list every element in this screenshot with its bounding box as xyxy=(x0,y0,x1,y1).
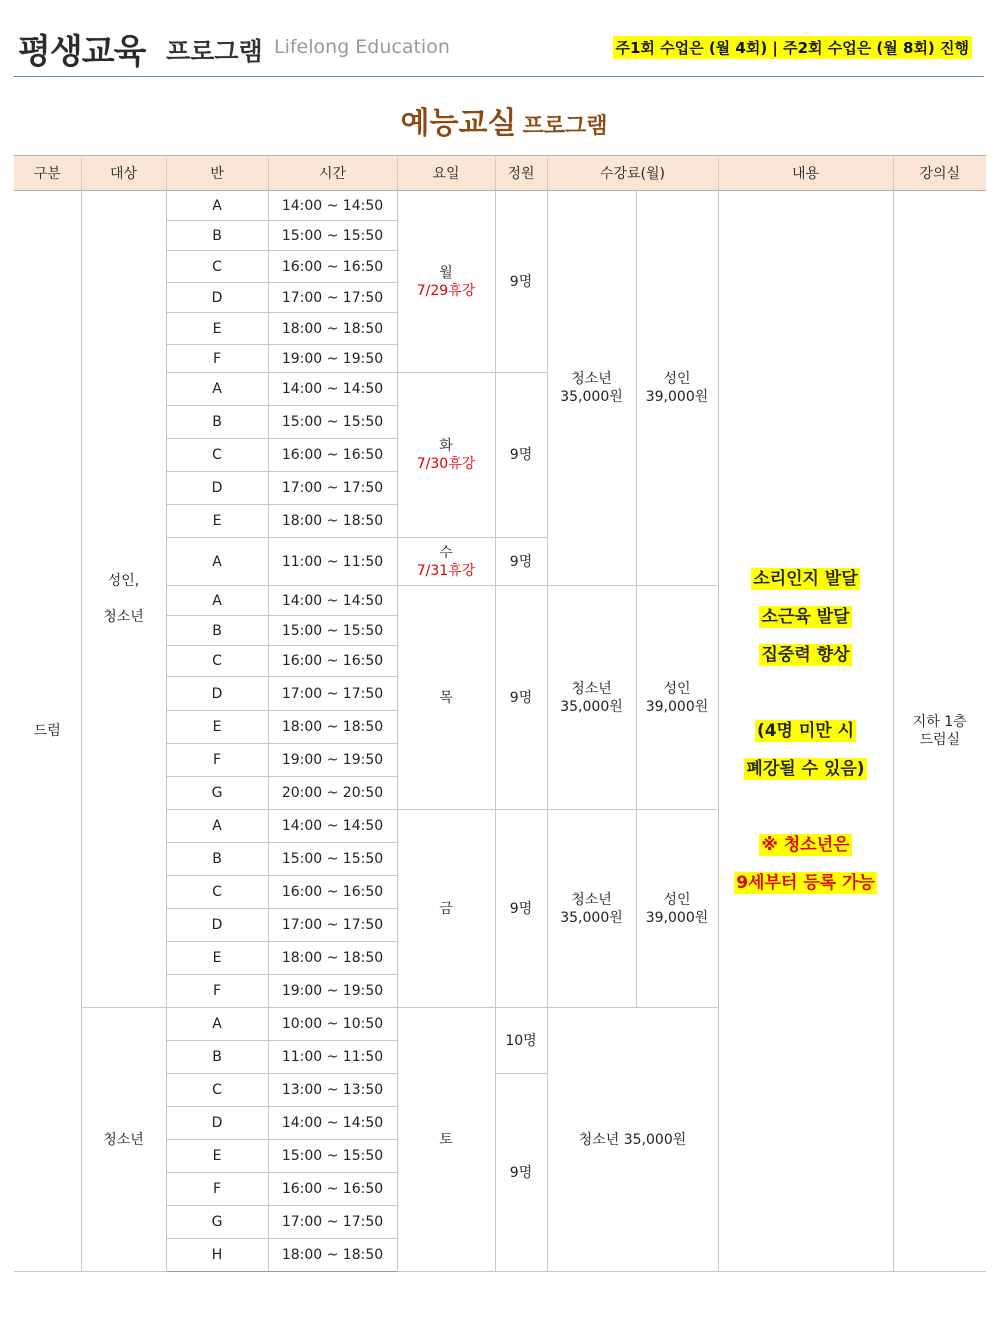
session-note: 주1회 수업은 (월 4회) | 주2회 수업은 (월 8회) 진행 xyxy=(613,36,973,59)
program-title-main: 예능교실 xyxy=(400,106,517,141)
time-cell: 15:00 ~ 15:50 xyxy=(268,1140,397,1173)
time-cell: 14:00 ~ 14:50 xyxy=(268,191,397,221)
target-cell-youth: 청소년 xyxy=(81,1008,166,1272)
class-cell: E xyxy=(166,711,268,744)
class-cell: B xyxy=(166,406,268,439)
class-cell: B xyxy=(166,221,268,251)
class-cell: G xyxy=(166,777,268,810)
day-cell-thu: 목 xyxy=(397,586,495,810)
header-english-title: Lifelong Education xyxy=(274,36,450,58)
target-cell-adult-youth: 성인, 청소년 xyxy=(81,191,166,1008)
time-cell: 17:00 ~ 17:50 xyxy=(268,1206,397,1239)
class-cell: A xyxy=(166,373,268,406)
capacity-cell: 9명 xyxy=(495,810,547,1008)
header-title: 평생교육 xyxy=(18,32,146,72)
holiday-label: 7/30휴강 xyxy=(416,456,476,472)
time-cell: 14:00 ~ 14:50 xyxy=(268,810,397,843)
time-cell: 11:00 ~ 11:50 xyxy=(268,538,397,586)
time-cell: 19:00 ~ 19:50 xyxy=(268,744,397,777)
header-capacity: 정원 xyxy=(495,156,547,191)
class-cell: C xyxy=(166,876,268,909)
time-cell: 15:00 ~ 15:50 xyxy=(268,616,397,646)
header-subtitle: 프로그램 xyxy=(166,37,263,66)
class-cell: D xyxy=(166,909,268,942)
time-cell: 18:00 ~ 18:50 xyxy=(268,1239,397,1272)
class-cell: D xyxy=(166,677,268,711)
time-cell: 10:00 ~ 10:50 xyxy=(268,1008,397,1041)
class-cell: B xyxy=(166,843,268,876)
time-cell: 19:00 ~ 19:50 xyxy=(268,975,397,1008)
time-cell: 18:00 ~ 18:50 xyxy=(268,505,397,538)
day-cell-fri: 금 xyxy=(397,810,495,1008)
class-cell: C xyxy=(166,251,268,283)
fee-adult-cell: 성인 39,000원 xyxy=(636,810,718,1008)
header-fee: 수강료(월) xyxy=(547,156,718,191)
header-category: 구분 xyxy=(14,156,81,191)
table-header-row xyxy=(14,156,986,191)
day-cell-sat: 토 xyxy=(397,1008,495,1272)
table-row xyxy=(14,191,986,221)
class-cell: E xyxy=(166,942,268,975)
time-cell: 19:00 ~ 19:50 xyxy=(268,345,397,373)
capacity-cell: 9명 xyxy=(495,538,547,586)
day-cell-tue: 화 7/30휴강 xyxy=(397,373,495,538)
time-cell: 14:00 ~ 14:50 xyxy=(268,1107,397,1140)
fee-adult-cell: 성인 39,000원 xyxy=(636,586,718,810)
day-cell-wed: 수 7/31휴강 xyxy=(397,538,495,586)
class-cell: E xyxy=(166,313,268,345)
class-cell: D xyxy=(166,283,268,313)
schedule-table xyxy=(14,155,986,1272)
class-cell: E xyxy=(166,1140,268,1173)
class-cell: B xyxy=(166,1041,268,1074)
class-cell: G xyxy=(166,1206,268,1239)
day-cell-mon: 월 7/29휴강 xyxy=(397,191,495,373)
time-cell: 16:00 ~ 16:50 xyxy=(268,876,397,909)
fee-youth-cell: 청소년 35,000원 xyxy=(547,191,636,586)
header-day: 요일 xyxy=(397,156,495,191)
time-cell: 15:00 ~ 15:50 xyxy=(268,221,397,251)
holiday-label: 7/31휴강 xyxy=(416,562,476,579)
room-cell: 지하 1층 드럼실 xyxy=(893,191,986,1272)
class-cell: F xyxy=(166,744,268,777)
class-cell: A xyxy=(166,191,268,221)
class-cell: A xyxy=(166,586,268,616)
time-cell: 15:00 ~ 15:50 xyxy=(268,406,397,439)
age-notice: ※ 청소년은 xyxy=(761,835,850,855)
time-cell: 17:00 ~ 17:50 xyxy=(268,283,397,313)
time-cell: 18:00 ~ 18:50 xyxy=(268,313,397,345)
time-cell: 16:00 ~ 16:50 xyxy=(268,1173,397,1206)
fee-adult-cell: 성인 39,000원 xyxy=(636,191,718,586)
fee-youth-cell: 청소년 35,000원 xyxy=(547,810,636,1008)
program-title xyxy=(0,98,1008,142)
capacity-cell: 9명 xyxy=(495,586,547,810)
capacity-cell: 9명 xyxy=(495,1074,547,1272)
time-cell: 11:00 ~ 11:50 xyxy=(268,1041,397,1074)
time-cell: 16:00 ~ 16:50 xyxy=(268,439,397,472)
header-time: 시간 xyxy=(268,156,397,191)
class-cell: C xyxy=(166,439,268,472)
time-cell: 14:00 ~ 14:50 xyxy=(268,586,397,616)
category-cell: 드럼 xyxy=(14,191,81,1272)
time-cell: 14:00 ~ 14:50 xyxy=(268,373,397,406)
time-cell: 16:00 ~ 16:50 xyxy=(268,646,397,677)
class-cell: F xyxy=(166,345,268,373)
class-cell: C xyxy=(166,646,268,677)
class-cell: D xyxy=(166,472,268,505)
fee-youth-cell: 청소년 35,000원 xyxy=(547,586,636,810)
time-cell: 13:00 ~ 13:50 xyxy=(268,1074,397,1107)
class-cell: E xyxy=(166,505,268,538)
holiday-label: 7/29휴강 xyxy=(416,282,476,299)
class-cell: B xyxy=(166,616,268,646)
program-title-sub: 프로그램 xyxy=(522,114,608,139)
header-room: 강의실 xyxy=(893,156,986,191)
capacity-cell: 10명 xyxy=(495,1008,547,1074)
class-cell: A xyxy=(166,538,268,586)
time-cell: 15:00 ~ 15:50 xyxy=(268,843,397,876)
fee-youth-sat-cell: 청소년 35,000원 xyxy=(547,1008,718,1272)
time-cell: 17:00 ~ 17:50 xyxy=(268,472,397,505)
header-class: 반 xyxy=(166,156,268,191)
header-content: 내용 xyxy=(718,156,893,191)
time-cell: 18:00 ~ 18:50 xyxy=(268,942,397,975)
class-cell: D xyxy=(166,1107,268,1140)
capacity-cell: 9명 xyxy=(495,191,547,373)
class-cell: F xyxy=(166,1173,268,1206)
time-cell: 18:00 ~ 18:50 xyxy=(268,711,397,744)
page-header xyxy=(14,14,984,77)
header-target: 대상 xyxy=(81,156,166,191)
time-cell: 17:00 ~ 17:50 xyxy=(268,909,397,942)
class-cell: F xyxy=(166,975,268,1008)
time-cell: 20:00 ~ 20:50 xyxy=(268,777,397,810)
content-cell: 소리인지 발달 소근육 발달 집중력 향상 (4명 미만 시 폐강될 수 있음) ※ 청소년은 9세부터 등록 가능 xyxy=(718,191,893,1272)
time-cell: 17:00 ~ 17:50 xyxy=(268,677,397,711)
closure-warning: (4명 미만 시 xyxy=(756,721,855,741)
time-cell: 16:00 ~ 16:50 xyxy=(268,251,397,283)
class-cell: C xyxy=(166,1074,268,1107)
capacity-cell: 9명 xyxy=(495,373,547,538)
class-cell: A xyxy=(166,1008,268,1041)
class-cell: A xyxy=(166,810,268,843)
class-cell: H xyxy=(166,1239,268,1272)
